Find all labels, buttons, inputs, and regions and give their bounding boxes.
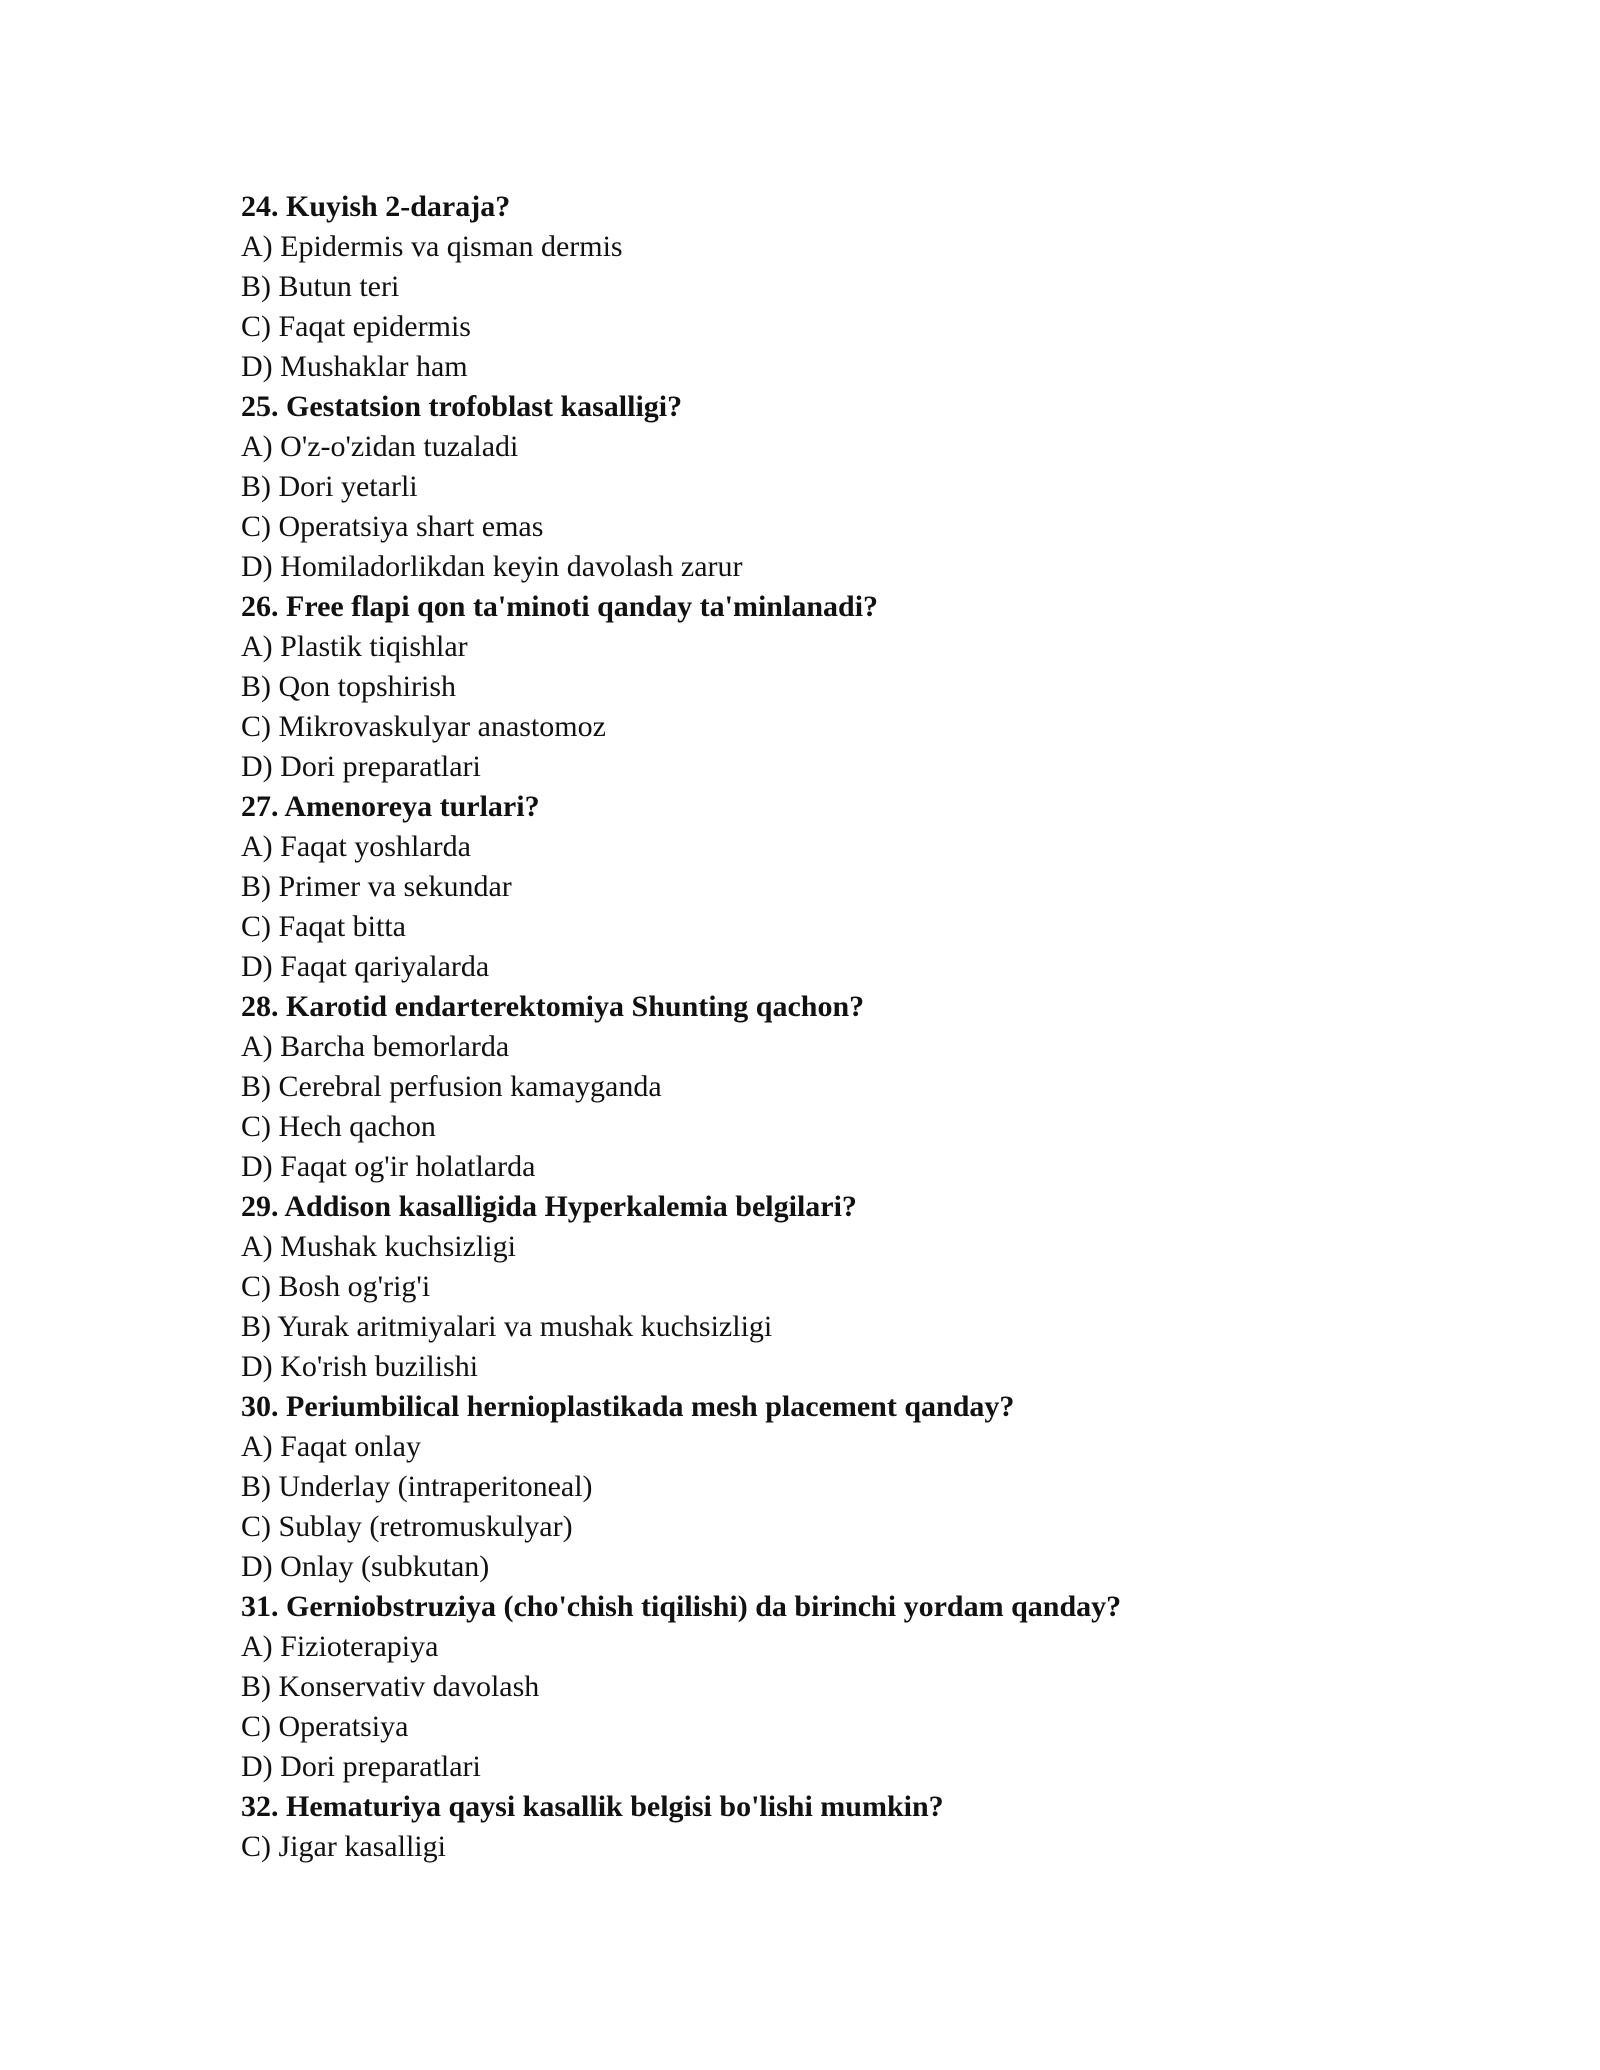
option-29-a: A) Mushak kuchsizligi bbox=[241, 1230, 516, 1263]
option-28-c: C) Hech qachon bbox=[241, 1110, 436, 1143]
question-32: 32. Hematuriya qaysi kasallik belgisi bo'lishi mumkin? bbox=[241, 1790, 944, 1823]
option-29-d: D) Ko'rish buzilishi bbox=[241, 1350, 479, 1383]
option-30-a: A) Faqat onlay bbox=[241, 1430, 421, 1463]
option-26-a: A) Plastik tiqishlar bbox=[241, 630, 468, 663]
option-28-b: B) Cerebral perfusion kamayganda bbox=[241, 1070, 662, 1103]
option-28-d: D) Faqat og'ir holatlarda bbox=[241, 1150, 536, 1183]
option-32-c: C) Jigar kasalligi bbox=[241, 1830, 446, 1863]
question-27: 27. Amenoreya turlari? bbox=[241, 790, 540, 823]
question-29: 29. Addison kasalligida Hyperkalemia belgilari? bbox=[241, 1190, 857, 1223]
option-24-d: D) Mushaklar ham bbox=[241, 350, 468, 383]
option-29-b: B) Yurak aritmiyalari va mushak kuchsizligi bbox=[241, 1310, 773, 1343]
option-30-b: B) Underlay (intraperitoneal) bbox=[241, 1470, 593, 1503]
option-27-b: B) Primer va sekundar bbox=[241, 870, 512, 903]
option-25-c: C) Operatsiya shart emas bbox=[241, 510, 544, 543]
option-24-c: C) Faqat epidermis bbox=[241, 310, 471, 343]
option-31-d: D) Dori preparatlari bbox=[241, 1750, 481, 1783]
option-27-c: C) Faqat bitta bbox=[241, 910, 406, 943]
option-30-d: D) Onlay (subkutan) bbox=[241, 1550, 490, 1583]
option-28-a: A) Barcha bemorlarda bbox=[241, 1030, 510, 1063]
option-25-d: D) Homiladorlikdan keyin davolash zarur bbox=[241, 550, 743, 583]
option-30-c: C) Sublay (retromuskulyar) bbox=[241, 1510, 573, 1543]
question-25: 25. Gestatsion trofoblast kasalligi? bbox=[241, 390, 683, 423]
option-27-a: A) Faqat yoshlarda bbox=[241, 830, 471, 863]
option-31-a: A) Fizioterapiya bbox=[241, 1630, 439, 1663]
option-29-c: C) Bosh og'rig'i bbox=[241, 1270, 431, 1303]
option-26-d: D) Dori preparatlari bbox=[241, 750, 481, 783]
question-list bbox=[241, 187, 1441, 1867]
option-25-b: B) Dori yetarli bbox=[241, 470, 418, 503]
option-27-d: D) Faqat qariyalarda bbox=[241, 950, 490, 983]
option-24-a: A) Epidermis va qisman dermis bbox=[241, 230, 623, 263]
question-24: 24. Kuyish 2-daraja? bbox=[241, 190, 511, 223]
option-24-b: B) Butun teri bbox=[241, 270, 400, 303]
option-25-a: A) O'z-o'zidan tuzaladi bbox=[241, 430, 519, 463]
question-26: 26. Free flapi qon ta'minoti qanday ta'minlanadi? bbox=[241, 590, 879, 623]
question-30: 30. Periumbilical hernioplastikada mesh placement qanday? bbox=[241, 1390, 1015, 1423]
option-31-b: B) Konservativ davolash bbox=[241, 1670, 540, 1703]
option-26-b: B) Qon topshirish bbox=[241, 670, 457, 703]
option-26-c: C) Mikrovaskulyar anastomoz bbox=[241, 710, 606, 743]
question-28: 28. Karotid endarterektomiya Shunting qachon? bbox=[241, 990, 865, 1023]
option-31-c: C) Operatsiya bbox=[241, 1710, 409, 1743]
question-31: 31. Gerniobstruziya (cho'chish tiqilishi) da birinchi yordam qanday? bbox=[241, 1590, 1122, 1623]
